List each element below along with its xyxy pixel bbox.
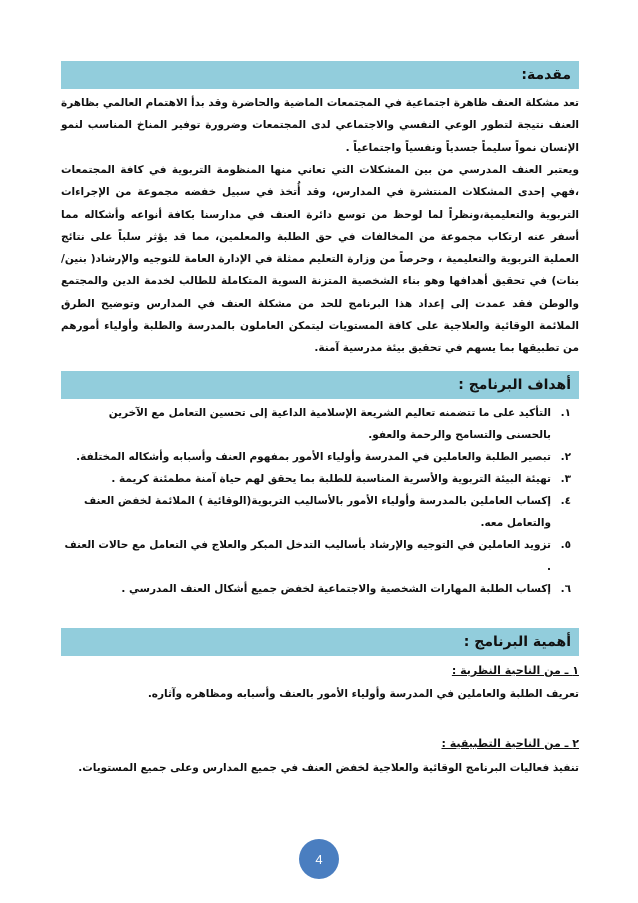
intro-paragraph-1: تعد مشكلة العنف ظاهرة اجتماعية في المجتمعات الماضية والحاضرة وقد بدأ الاهتمام العالمي بظاهرة العنف نتيجة لتطور الوعي النفسي والاجتماعي لدى المجتمعات وضرورة توفير المناخ المناسب لنمو الإنسان نمواً سليماً جسدياً ونفسياً واجتماعياً . — [61, 97, 579, 154]
importance-heading-band — [61, 628, 579, 656]
goal-text: التأكيد على ما تتضمنه تعاليم الشريعة الإسلامية الداعية إلى تحسين التعامل مع الآخرين بالحسنى والتسامح والرحمة والعفو. — [108, 407, 551, 441]
intro-heading: مقدمة: — [521, 67, 571, 83]
goal-text: تهيئة البيئة التربوية والأسرية المناسبة للطلبة بما يحقق لهم حياة آمنة مطمئنة كريمة . — [111, 473, 551, 485]
goal-number: ٦. — [560, 583, 571, 595]
intro-heading-band — [61, 61, 579, 89]
goal-text: تبصير الطلبة والعاملين في المدرسة وأولياء الأمور بمفهوم العنف وأسبابه وأشكاله المختلفة. — [76, 451, 551, 463]
importance-heading: أهمية البرنامج : — [463, 634, 571, 650]
goal-number: ٥. — [560, 539, 571, 551]
goal-number: ٤. — [560, 495, 571, 507]
goal-item — [61, 578, 571, 600]
theory-heading: ١ ـ من الناحية النظرية : — [451, 664, 579, 677]
theory-text: تعريف الطلبة والعاملين في المدرسة وأولياء الأمور بالعنف وأسبابه ومظاهره وآثاره. — [147, 688, 579, 700]
applied-text: تنفيذ فعاليات البرنامج الوقائية والعلاجية لخفض العنف في جميع المدارس وعلى جميع المستويات. — [78, 762, 579, 774]
page-number: 4 — [315, 851, 323, 867]
goals-heading-band — [61, 371, 579, 399]
goals-heading: أهداف البرنامج : — [458, 377, 571, 393]
goal-number: ٣. — [560, 473, 571, 485]
goal-text: إكساب العاملين بالمدرسة وأولياء الأمور بالأساليب التربوية(الوقائية ) الملائمة لخفض العنف والتعامل معه. — [84, 495, 551, 529]
intro-paragraph-2: ويعتبر العنف المدرسي من بين المشكلات التي تعاني منها المنظومة التربوية في كافة المجتمعات ،فهي إحدى المشكلات المنتشرة في المدارس، وقد أُتخذ في سبيل خفضه مجموعة من الإجراءات التربوية والتعليمية،ونظراً لما لوحظ من توسع دائرة العنف في مدارسنا بكافة أنواعه وأشكاله مما أسفر عنه ارتكاب مجموعة من المخالفات في حق الطلبة والمعلمين، مما قد يؤثر سلباً على نتائج العملية التربوية والتعليمية ، وحرصاً من وزارة التعليم ممثلة في الإدارة العامة للتوجيه والإرشاد( بنين/ بنات) في تحقيق أهدافها وهو بناء الشخصية المتزنة السوية المتكاملة للطالب لخدمة الدين والمجتمع والوطن فقد عمدت إلى إعداد هذا البرنامج للحد من مشكلة العنف في المدارس وتوضيح الطرق الملائمة الوقائية والعلاجية على كافة المستويات ليتمكن العاملون بالمدرسة والطلبة وأولياء أمورهم من تطبيقها بما يسهم في تحقيق بيئة مدرسية آمنة. — [61, 164, 579, 355]
goal-item — [61, 490, 571, 534]
goal-text: تزويد العاملين في التوجيه والإرشاد بأساليب التدخل المبكر والعلاج في التعامل مع حالات العنف . — [64, 539, 551, 573]
goal-text: إكساب الطلبة المهارات الشخصية والاجتماعية لخفض جميع أشكال العنف المدرسي . — [121, 583, 551, 595]
goal-number: ١. — [560, 407, 571, 419]
goals-list — [61, 402, 585, 600]
goal-item — [61, 402, 571, 446]
applied-heading: ٢ ـ من الناحية التطبيقية : — [441, 737, 579, 750]
goal-item — [61, 446, 571, 468]
page-number-badge — [299, 839, 339, 879]
goal-item — [61, 468, 571, 490]
goal-number: ٢. — [560, 451, 571, 463]
goal-item — [61, 534, 571, 578]
